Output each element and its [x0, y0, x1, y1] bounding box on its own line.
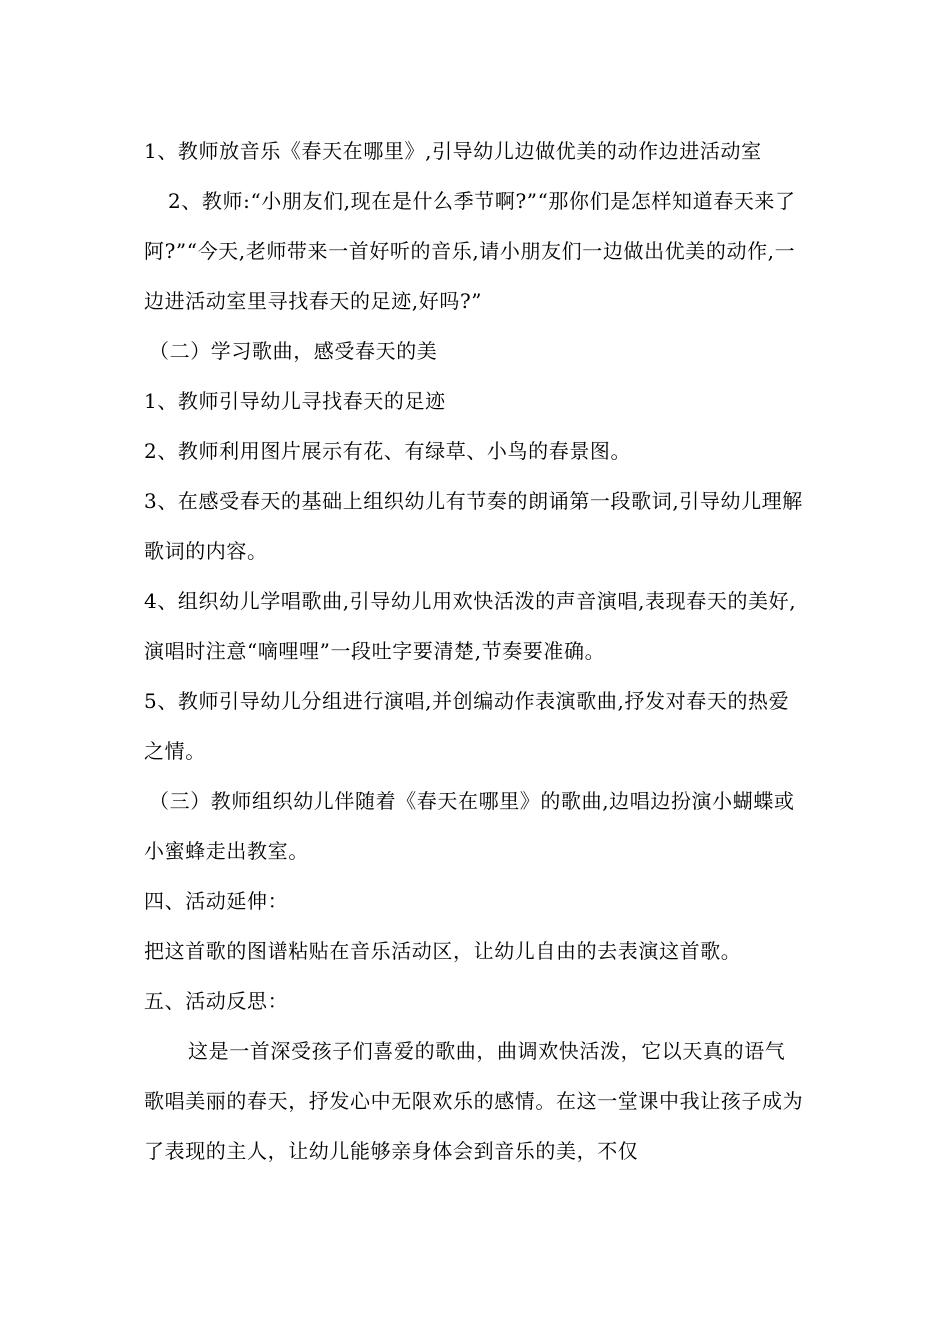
section-heading-reflection: 五、活动反思：	[144, 989, 289, 1013]
paragraph-extension: 把这首歌的图谱粘贴在音乐活动区，让幼儿自由的去表演这首歌。	[144, 939, 742, 963]
document-body	[144, 126, 804, 1176]
paragraph-learn-4: 4、组织幼儿学唱歌曲,引导幼儿用欢快活泼的声音演唱,表现春天的美好,演唱时注意“嘀哩哩”一段吐字要清楚,节奏要准确。	[144, 589, 797, 663]
paragraph-learn-3: 3、在感受春天的基础上组织幼儿有节奏的朗诵第一段歌词,引导幼儿理解歌词的内容。	[144, 489, 803, 563]
paragraph-learn-5: 5、教师引导幼儿分组进行演唱,并创编动作表演歌曲,抒发对春天的热爱之情。	[144, 689, 790, 763]
section-heading-extension: 四、活动延伸：	[144, 889, 289, 913]
paragraph-learn-2: 2、教师利用图片展示有花、有绿草、小鸟的春景图。	[144, 439, 632, 463]
paragraph-learn-1: 1、教师引导幼儿寻找春天的足迹	[144, 389, 446, 413]
paragraph-reflection: 这是一首深受孩子们喜爱的歌曲，曲调欢快活泼，它以天真的语气歌唱美丽的春天，抒发心中无限欢乐的感情。在这一堂课中我让孩子成为了表现的主人，让幼儿能够亲身体会到音乐的美，不仅	[144, 1039, 804, 1163]
section-heading-ending: （三）教师组织幼儿伴随着《春天在哪里》的歌曲,边唱边扮演小蝴蝶或小蜜蜂走出教室。	[144, 789, 795, 863]
section-heading-learn-song: （二）学习歌曲，感受春天的美	[149, 339, 438, 363]
paragraph-step-1: 1、教师放音乐《春天在哪里》,引导幼儿边做优美的动作边进活动室	[144, 139, 762, 163]
paragraph-step-2: 2、教师:“小朋友们,现在是什么季节啊?”“那你们是怎样知道春天来了阿?”“今天,老师带来一首好听的音乐,请小朋友们一边做出优美的动作,一边进活动室里寻找春天的足迹,好吗?”	[144, 189, 796, 313]
